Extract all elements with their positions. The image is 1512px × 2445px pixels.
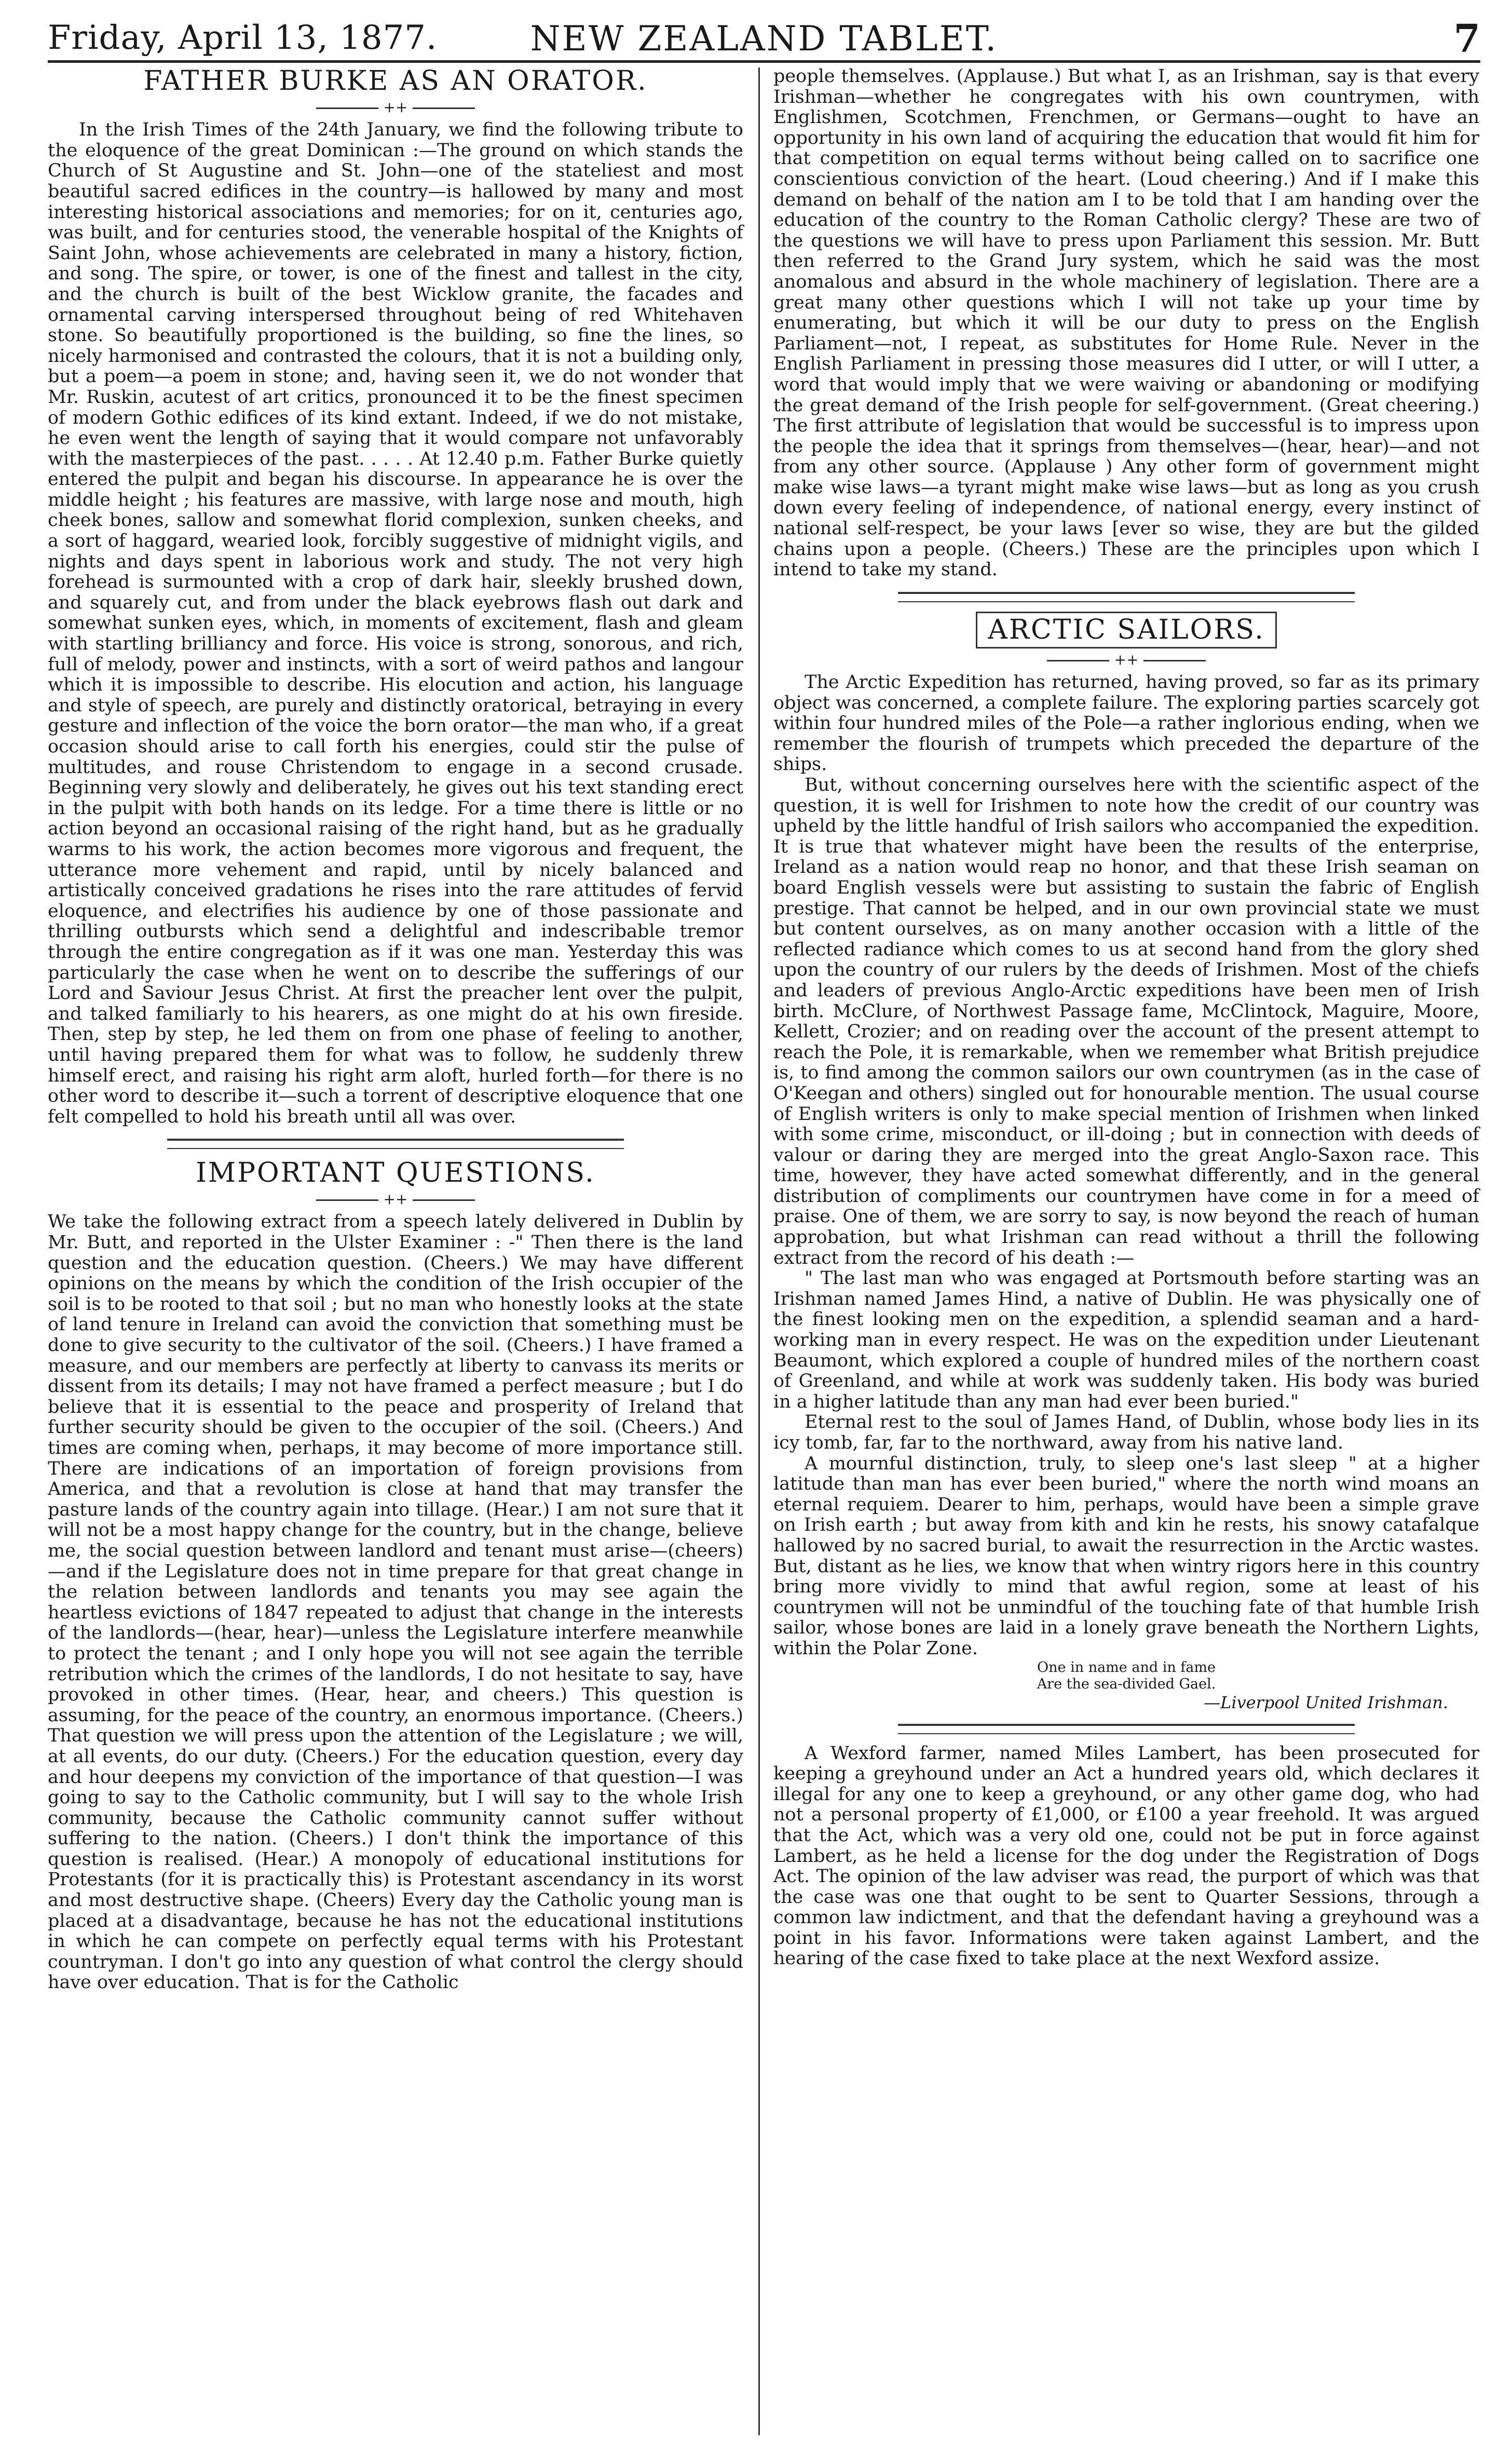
- article-headline: FATHER BURKE AS AN ORATOR.: [143, 65, 648, 97]
- right-column: [773, 66, 1479, 1969]
- article-paragraph: Eternal rest to the soul of James Hand, of Dublin, whose body lies in its icy tomb, far, far to the northward, away from his native land.: [773, 1412, 1479, 1453]
- section-separator: [898, 592, 1355, 602]
- article-arctic-sailors: [773, 612, 1479, 1712]
- article-headline: ARCTIC SAILORS.: [976, 612, 1276, 649]
- ornament-divider: ++: [48, 1192, 743, 1207]
- ornament-divider: ++: [773, 653, 1479, 667]
- article-father-burke: [48, 66, 743, 1127]
- article-paragraph: In the Irish Times of the 24th January, we find the following tribute to the eloquence of the great Dominican :—The ground on which stands the Church of St Augustine and St. John—one of the stateliest and most beautiful sacred edifices in the country—is hallowed by many and most interesting historical associations and memories; for on it, centuries ago, was built, and for centuries stood, the venerable hospital of the Knights of Saint John, whose achievements are celebrated in many a history, fiction, and song. The spire, or tower, is one of the finest and tallest in the city, and the church is built of the best Wicklow granite, the facades and ornamental carving interspersed throughout being of red Whitehaven stone. So beautifully proportioned is the building, so fine the lines, so nicely harmonised and contrasted the colours, that it is not a building only, but a poem—a poem in stone; and, having seen it, we do not wonder that Mr. Ruskin, acutest of art critics, pronounced it to be the finest specimen of modern Gothic edifices of its kind extant. Indeed, if we do not mistake, he even went the length of saying that it would compare not unfavorably with the masterpieces of the past. . . . . At 12.40 p.m. Father Burke quietly entered the pulpit and began his discourse. In appearance he is over the middle height ; his features are massive, with large nose and mouth, high cheek bones, sallow and somewhat florid complexion, sunken cheeks, and a sort of haggard, wearied look, forcibly suggestive of midnight vigils, and nights and days spent in laborious work and study. The not very high forehead is surmounted with a crop of dark hair, sleekly brushed down, and squarely cut, and from under the black eyebrows flash out dark and somewhat sunken eyes, which, in moments of excitement, flash and gleam with startling brilliancy and force. His voice is strong, sonorous, and rich, full of melody, power and instincts, with a sort of weird pathos and langour which it is impossible to describe. His elocution and action, his language and style of speech, are purely and distinctly oratorical, betraying in every gesture and inflection of the voice the born orator—the man who, if a great occasion should arise to call forth his energies, could stir the pulse of multitudes, and rouse Christendom to engage in a second crusade. Beginning very slowly and deliberately, he gives out his text standing erect in the pulpit with both hands on its ledge. For a time there is little or no action beyond an occasional raising of the right hand, but as he gradually warms to his work, the action becomes more vigorous and frequent, the utterance more vehement and rapid, until by nicely balanced and artistically conceived gradations he rises into the rare attitudes of fervid eloquence, and electrifies his audience by one of those passionate and thrilling outbursts which send a delightful and indescribable tremor through the entire congregation as if it was one man. Yesterday this was particularly the case when he went on to describe the sufferings of our Lord and Saviour Jesus Christ. At first the preacher lent over the pulpit, and talked familiarly to his hearers, as one might do at his own fireside. Then, step by step, he led them on from one phase of feeling to another, until having prepared them for what was to follow, he suddenly threw himself erect, and raising his right arm aloft, hurled forth—for there is no other word to describe it—such a torrent of descriptive eloquence that one felt compelled to hold his breath until all was over.: [48, 119, 743, 1127]
- article-greyhound: [773, 1744, 1479, 1970]
- section-separator: [898, 1724, 1355, 1734]
- article-paragraph: A mournful distinction, truly, to sleep one's last sleep " at a higher latitude than man has ever been buried," where the north wind moans an eternal requiem. Dearer to him, perhaps, would have been a simple grave on Irish earth ; but away from kith and kin he rests, his snowy catafalque hallowed by no sacred burial, to await the resurrection in the Arctic wastes. But, distant as he lies, we know that when wintry rigors here in this country bring more vividly to mind that awful region, some at least of his countrymen will not be unmindful of the touching fate of that humble Irish sailor, whose bones are laid in a lonely grave beneath the Northern Lights, within the Polar Zone.: [773, 1453, 1479, 1659]
- headline-box: [773, 612, 1479, 653]
- article-important-questions: [48, 1158, 743, 1993]
- verse-line: Are the sea-divided Gael.: [1037, 1676, 1216, 1692]
- article-paragraph: But, without concerning ourselves here with the scientific aspect of the question, it is well for Irishmen to note how the credit of our country was upheld by the little handful of Irish sailors who accompanied the expedition. It is true that whatever might have been the results of the enterprise, Ireland as a nation would reap no honor, and that these Irish seaman on board English vessels were but assisting to sustain the fabric of English prestige. That cannot be helped, and in our own provincial state we must but content ourselves, as on many another occasion with a little of the reflected radiance which comes to us at second hand from the glory shed upon the country of our rulers by the deeds of Irishmen. Most of the chiefs and leaders of previous Anglo-Arctic expeditions have been men of Irish birth. McClure, of Northwest Passage fame, McClintock, Maguire, Moore, Kellett, Crozier; and on reading over the account of the present attempt to reach the Pole, it is remarkable, when we remember what British prejudice is, to find among the common sailors our own countrymen (as in the case of O'Keegan and others) singled out for honourable mention. The usual course of English writers is only to make special mention of Irishmen when linked with some crime, misconduct, or ill-doing ; but in connection with deeds of valour or daring they are merged into the great Anglo-Saxon race. This time, however, they have acted somewhat differently, and in the general distribution of compliments our countrymen have come in for a meed of praise. One of them, we are sorry to say, is now beyond the reach of human approbation, but what Irishman can read without a thrill the following extract from the record of his death :—: [773, 775, 1479, 1268]
- article-continuation: people themselves. (Applause.) But what I, as an Irishman, say is that every Irishman—whether he congregates with his own countrymen, with Englishmen, Scotchmen, Frenchmen, or Germans—ought to have an opportunity in his own land of acquiring the education that would fit him for that competition on equal terms without being called on to sacrifice one conscientious conviction of the heart. (Loud cheering.) And if I make this demand on behalf of the nation am I to be told that I am handing over the education of the country to the Roman Catholic clergy? These are two of the questions we will have to press upon Parliament this session. Mr. Butt then referred to the Grand Jury system, which he said was the most anomalous and absurd in the whole machinery of legislation. There are a great many other questions which I will not take up your time by enumerating, but which it will be our duty to press on the English Parliament—not, I repeat, as substitutes for Home Rule. Never in the English Parliament in pressing those measures did I utter, or will I utter, a word that would imply that we were waiving or abandoning or modifying the great demand of the Irish people for self-government. (Great cheering.) The first attribute of legislation that would be successful is to impress upon the people the idea that it springs from themselves—(hear, hear)—and not from any other source. (Applause ) Any other form of government might make wise laws—a tyrant might make wise laws—but as long as you crush down every feeling of independence, of national energy, every instinct of national self-respect, be your laws [ever so wise, they are but the gilded chains upon a people. (Cheers.) These are the principles upon which I intend to take my stand.: [773, 66, 1479, 580]
- left-column: [48, 66, 743, 1993]
- verse-line: One in name and in fame: [1037, 1659, 1216, 1676]
- section-separator: [167, 1139, 624, 1149]
- article-paragraph: We take the following extract from a speech lately delivered in Dublin by Mr. Butt, and reported in the Ulster Examiner : -" Then there is the land question and the education question. (Cheers.) We may have different opinions on the means by which the condition of the Irish occupier of the soil is to be rooted to that soil ; but no man who honestly looks at the state of land tenure in Ireland can avoid the conviction that something must be done to give security to the cultivator of the soil. (Cheers.) I have framed a measure, and our members are perfectly at liberty to canvass its merits or dissent from its details; I may not have framed a perfect measure ; but I do believe that it is essential to the peace and prosperity of Ireland that further security should be given to the occupier of the soil. (Cheers.) And times are coming when, perhaps, it may become of more importance still. There are indications of an importation of foreign provisions from America, and that a revolution is close at hand that may transfer the pasture lands of the country again into tillage. (Hear.) I am not sure that it will not be a most happy change for the country, but in the change, believe me, the social question between landlord and tenant must arise—(cheers)—and if the Legislature does not in time prepare for that great change in the relation between landlords and tenants you may see again the heartless evictions of 1847 repeated to adjust that change in the interests of the landlords—(hear, hear)—unless the Legislature interfere meanwhile to protect the tenant ; and I only hope you will not see again the terrible retribution which the crimes of the landlords, I do not hesitate to say, have provoked in other times. (Hear, hear, and cheers.) This question is assuming, for the peace of the country, an enormous importance. (Cheers.) That question we will press upon the attention of the Legislature ; we will, at all events, do our duty. (Cheers.) For the education question, every day and hour deepens my conviction of the importance of that question—I was going to say to the Catholic community, but I will say to the whole Irish community, because the Catholic community cannot suffer without suffering to the nation. (Cheers.) I don't think the importance of this question is realised. (Hear.) A monopoly of educational institutions for Protestants (for it is practically this) is Protestant ascendancy in its worst and most destructive shape. (Cheers) Every day the Catholic young man is placed at a disadvantage, because he has not the educational institutions in which he can compete on perfectly equal terms with his Protestant countryman. I don't go into any question of what control the clergy should have over education. That is for the Catholic: [48, 1211, 743, 1993]
- issue-date: Friday, April 13, 1877.: [48, 19, 438, 57]
- masthead: [48, 15, 1480, 63]
- column-divider: [758, 67, 760, 2435]
- page-number: 7: [1453, 17, 1480, 61]
- source-attribution: —Liverpool United Irishman.: [1204, 1692, 1448, 1712]
- article-paragraph: The Arctic Expedition has returned, having proved, so far as its primary object was concerned, a complete failure. The exploring parties scarcely got within four hundred miles of the Pole—a rather inglorious ending, when we remember the flourish of trumpets which preceded the departure of the ships.: [773, 672, 1479, 775]
- quoted-paragraph: " The last man who was engaged at Portsmouth before starting was an Irishman named James Hind, a native of Dublin. He was physically one of the finest looking men on the expedition, a splendid seaman and a hard-working man in every respect. He was on the expedition under Lieutenant Beaumont, which explored a couple of hundred miles of the northern coast of Greenland, and while at work was suddenly taken. His body was buried in a higher latitude than any man had ever been buried.": [773, 1268, 1479, 1412]
- ornament-divider: ++: [48, 100, 743, 115]
- article-paragraph: A Wexford farmer, named Miles Lambert, has been prosecuted for keeping a greyhound under an Act a hundred years old, which declares it illegal for any one to keep a greyhound, or any other game dog, who had not a personal property of £1,000, or £100 a year freehold. It was argued that the Act, which was a very old one, could not be put in force against Lambert, as he held a license for the dog under the Registration of Dogs Act. The opinion of the law adviser was read, the purport of which was that the case was one that ought to be sent to Quarter Sessions, through a common law indictment, and that the defendant having a greyhound was a point in his favor. Informations were taken against Lambert, and the hearing of the case fixed to take place at the next Wexford assize.: [773, 1742, 1479, 1969]
- newspaper-title: NEW ZEALAND TABLET.: [530, 19, 998, 59]
- article-headline: IMPORTANT QUESTIONS.: [196, 1157, 595, 1189]
